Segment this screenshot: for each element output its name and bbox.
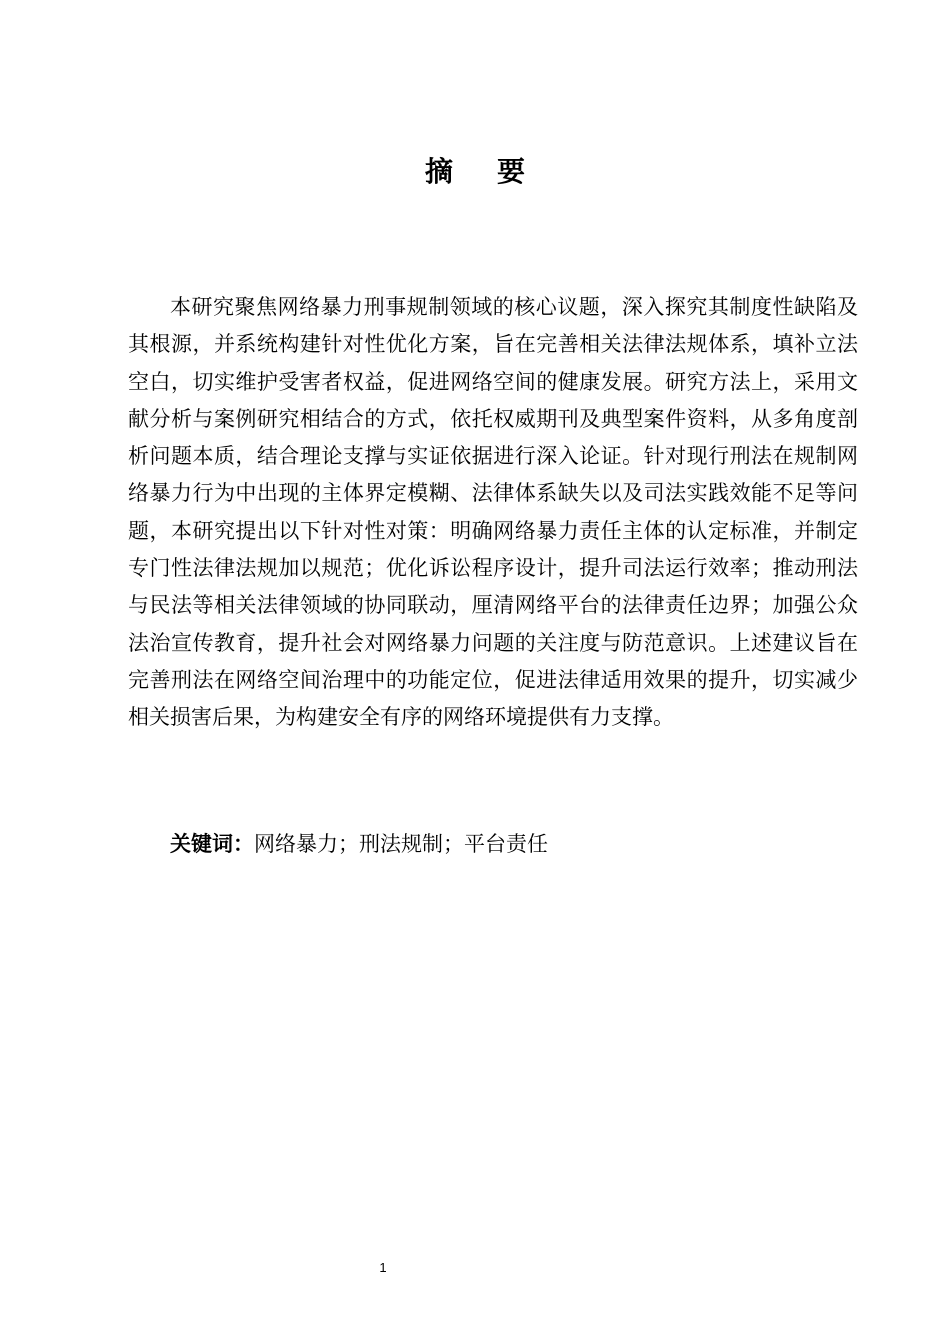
keywords-line: [128, 826, 858, 862]
abstract-title-part1: 摘: [424, 155, 453, 188]
keywords-values: 网络暴力；刑法规制；平台责任: [254, 832, 548, 856]
abstract-title-part2: 要: [497, 155, 526, 188]
keywords-label: 关键词：: [170, 832, 254, 856]
abstract-body: 本研究聚焦网络暴力刑事规制领域的核心议题，深入探究其制度性缺陷及其根源，并系统构建针对性优化方案，旨在完善相关法律法规体系，填补立法空白，切实维护受害者权益，促进网络空间的健康发展。研究方法上，采用文献分析与案例研究相结合的方式，依托权威期刊及典型案件资料，从多角度剖析问题本质，结合理论支撑与实证依据进行深入论证。针对现行刑法在规制网络暴力行为中出现的主体界定模糊、法律体系缺失以及司法实践效能不足等问题，本研究提出以下针对性对策：明确网络暴力责任主体的认定标准，并制定专门性法律法规加以规范；优化诉讼程序设计，提升司法运行效率；推动刑法与民法等相关法律领域的协同联动，厘清网络平台的法律责任边界；加强公众法治宣传教育，提升社会对网络暴力问题的关注度与防范意识。上述建议旨在完善刑法在网络空间治理中的功能定位，促进法律适用效果的提升，切实减少相关损害后果，为构建安全有序的网络环境提供有力支撑。: [128, 295, 858, 730]
abstract-title: [0, 152, 950, 192]
page-number: 1: [379, 1260, 387, 1275]
